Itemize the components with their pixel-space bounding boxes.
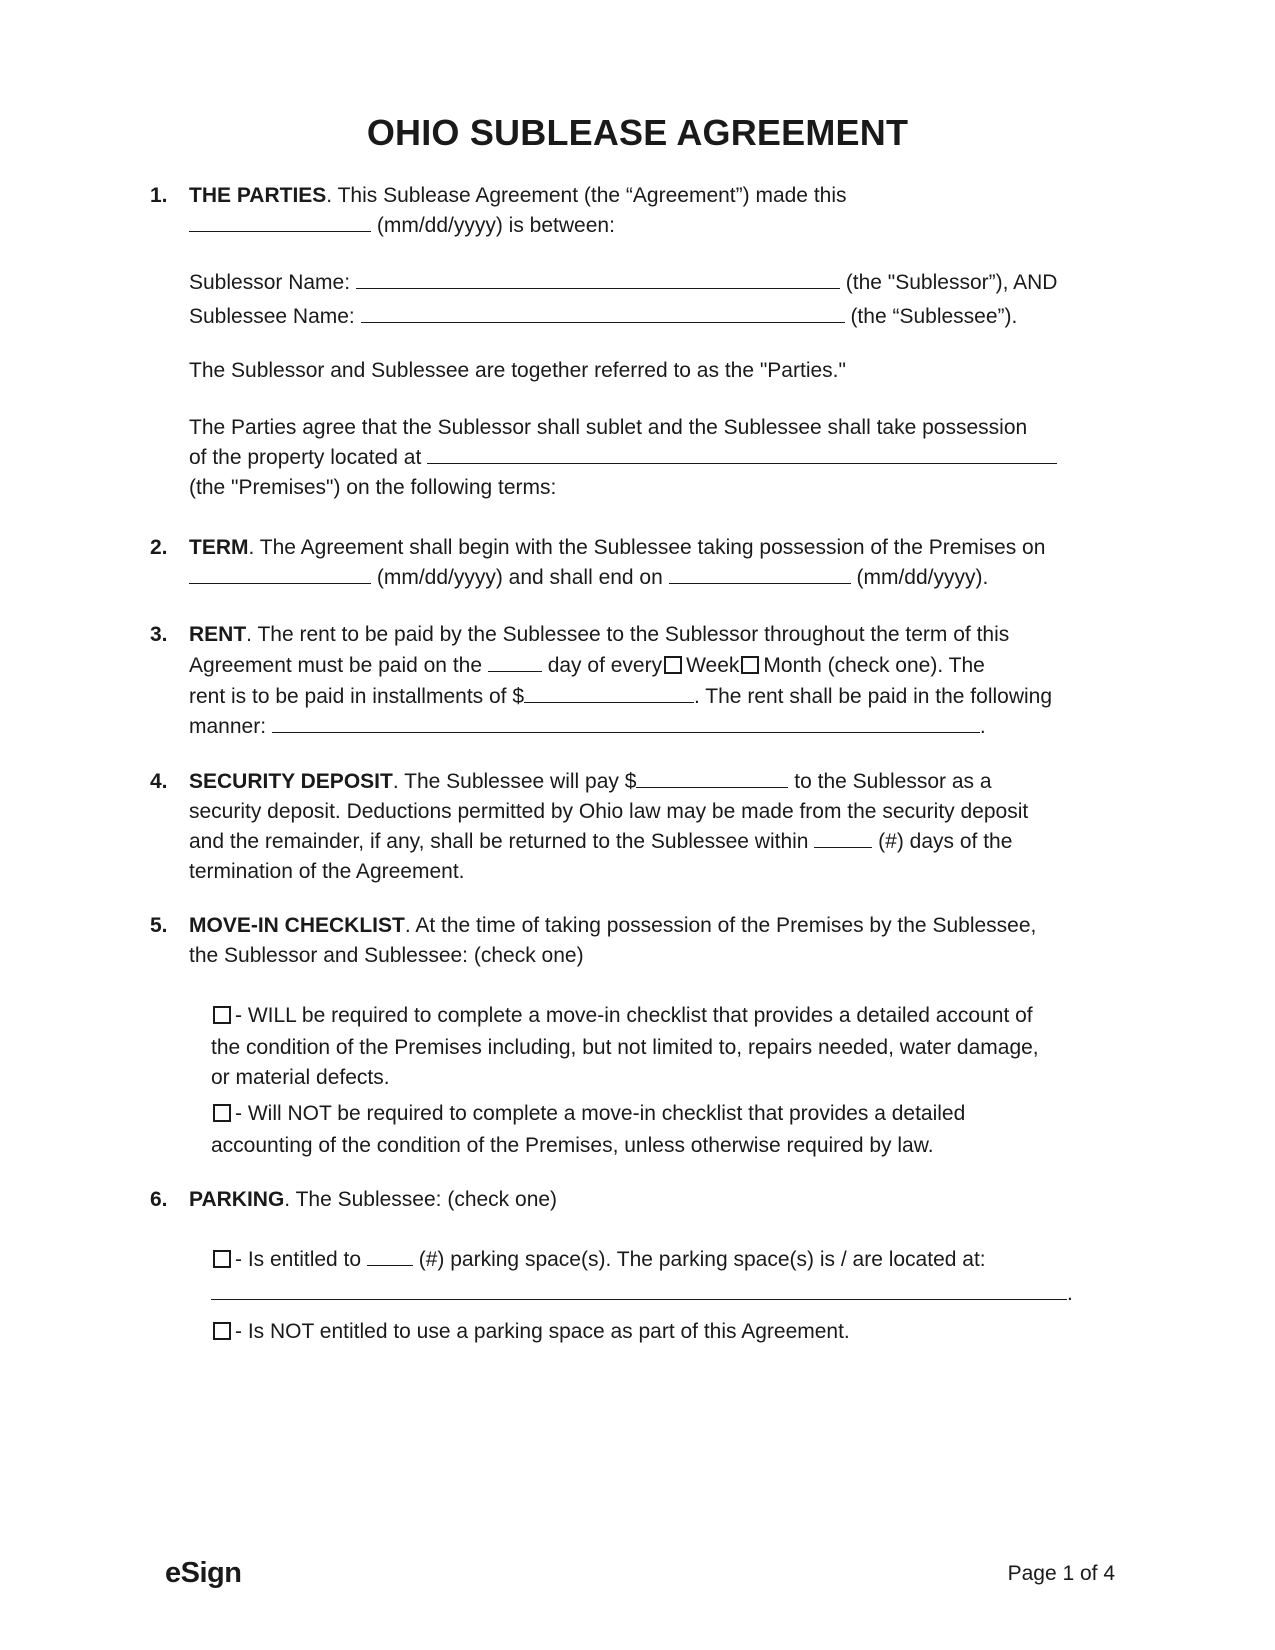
section-body xyxy=(189,767,1089,887)
text: manner: xyxy=(189,715,272,738)
text: . The Sublessee will pay $ xyxy=(392,770,637,793)
esign-logo: eSign xyxy=(165,1557,242,1589)
parking-not-entitled-checkbox[interactable] xyxy=(213,1322,231,1340)
page-number: Page 1 of 4 xyxy=(1007,1562,1115,1585)
text: (#) days of the xyxy=(872,830,1013,853)
section-heading: MOVE-IN CHECKLIST xyxy=(189,914,405,937)
month-checkbox[interactable] xyxy=(741,656,759,674)
end-date-field[interactable] xyxy=(669,563,851,584)
sublessor-label: Sublessor Name: xyxy=(189,271,351,294)
section-body xyxy=(189,1185,1089,1347)
text: (the "Premises") on the following terms: xyxy=(189,476,557,499)
premises-address-field[interactable] xyxy=(427,443,1057,464)
text: security deposit. Deductions permitted by Ohio law may be made from the security deposit xyxy=(189,800,1029,823)
text: to the Sublessor as a xyxy=(788,770,992,793)
text: . xyxy=(1067,1282,1073,1305)
start-date-field[interactable] xyxy=(189,563,371,584)
text: (the "Sublessor”), AND xyxy=(839,271,1058,294)
rent-day-field[interactable] xyxy=(488,651,542,672)
text: . The rent shall be paid in the following xyxy=(694,685,1053,708)
text: (the “Sublessee”). xyxy=(844,305,1018,328)
week-checkbox[interactable] xyxy=(664,656,682,674)
section-number: 6. xyxy=(150,1188,168,1211)
text: and the remainder, if any, shall be returned to the Sublessee within xyxy=(189,830,815,853)
text: (mm/dd/yyyy). xyxy=(850,566,989,589)
text: or material defects. xyxy=(211,1066,390,1089)
text: The Sublessor and Sublessee are together referred to as the "Parties." xyxy=(189,359,846,382)
text: the Sublessor and Sublessee: (check one) xyxy=(189,944,584,967)
document-title: OHIO SUBLEASE AGREEMENT xyxy=(366,112,909,153)
text: . The Agreement shall begin with the Sublessee taking possession of the Premises on xyxy=(248,536,1046,559)
text: . xyxy=(979,715,986,738)
text: day of every xyxy=(541,654,663,677)
rent-amount-field[interactable] xyxy=(524,682,694,703)
section-heading: RENT xyxy=(189,623,247,646)
section-heading: PARKING xyxy=(189,1188,285,1211)
sublessee-name-field[interactable] xyxy=(361,302,845,323)
text: - Will NOT be required to complete a move-in checklist that provides a detailed xyxy=(235,1102,966,1125)
deposit-amount-field[interactable] xyxy=(636,767,788,788)
text: . At the time of taking possession of the Premises by the Sublessee, xyxy=(404,914,1037,937)
text: - WILL be required to complete a move-in checklist that provides a detailed account of xyxy=(235,1004,1033,1027)
payment-manner-field[interactable] xyxy=(272,712,980,733)
section-body xyxy=(189,911,1089,1161)
text: . The rent to be paid by the Sublessee to the Sublessor throughout the term of this xyxy=(246,623,1010,646)
text: . This Sublease Agreement (the “Agreement”) made this xyxy=(326,184,847,207)
text: The Parties agree that the Sublessor shall sublet and the Sublessee shall take possession xyxy=(189,416,1028,439)
parking-spaces-count-field[interactable] xyxy=(367,1245,413,1266)
text: Month (check one). The xyxy=(763,654,985,677)
text: of the property located at xyxy=(189,446,428,469)
text: - Is entitled to xyxy=(235,1248,367,1271)
text: rent is to be paid in installments of $ xyxy=(189,685,525,708)
text: - Is NOT entitled to use a parking space as part of this Agreement. xyxy=(235,1320,850,1343)
sublessor-name-field[interactable] xyxy=(356,268,840,289)
section-body xyxy=(189,181,1089,503)
section-number: 4. xyxy=(150,770,168,793)
text: Agreement must be paid on the xyxy=(189,654,488,677)
date-field[interactable] xyxy=(189,211,371,232)
week-label: Week xyxy=(686,654,740,677)
return-days-field[interactable] xyxy=(814,827,872,848)
section-body xyxy=(189,620,1089,742)
sublessee-label: Sublessee Name: xyxy=(189,305,355,328)
text: termination of the Agreement. xyxy=(189,860,465,883)
section-number: 1. xyxy=(150,184,168,207)
text: (#) parking space(s). The parking space(s) is / are located at: xyxy=(412,1248,986,1271)
text: (mm/dd/yyyy) and shall end on xyxy=(371,566,669,589)
section-heading: TERM xyxy=(189,536,249,559)
parking-entitled-checkbox[interactable] xyxy=(213,1250,231,1268)
parking-location-field[interactable] xyxy=(211,1279,1067,1300)
will-checklist-checkbox[interactable] xyxy=(213,1006,231,1024)
text: accounting of the condition of the Premises, unless otherwise required by law. xyxy=(211,1134,934,1157)
section-heading: THE PARTIES xyxy=(189,184,327,207)
text: the condition of the Premises including, but not limited to, repairs needed, water damage, xyxy=(211,1036,1039,1059)
text: . The Sublessee: (check one) xyxy=(284,1188,558,1211)
section-number: 2. xyxy=(150,536,168,559)
section-heading: SECURITY DEPOSIT xyxy=(189,770,393,793)
will-not-checklist-checkbox[interactable] xyxy=(213,1104,231,1122)
text: (mm/dd/yyyy) is between: xyxy=(371,214,615,237)
section-body xyxy=(189,533,1089,593)
section-number: 3. xyxy=(150,623,168,646)
section-number: 5. xyxy=(150,914,168,937)
